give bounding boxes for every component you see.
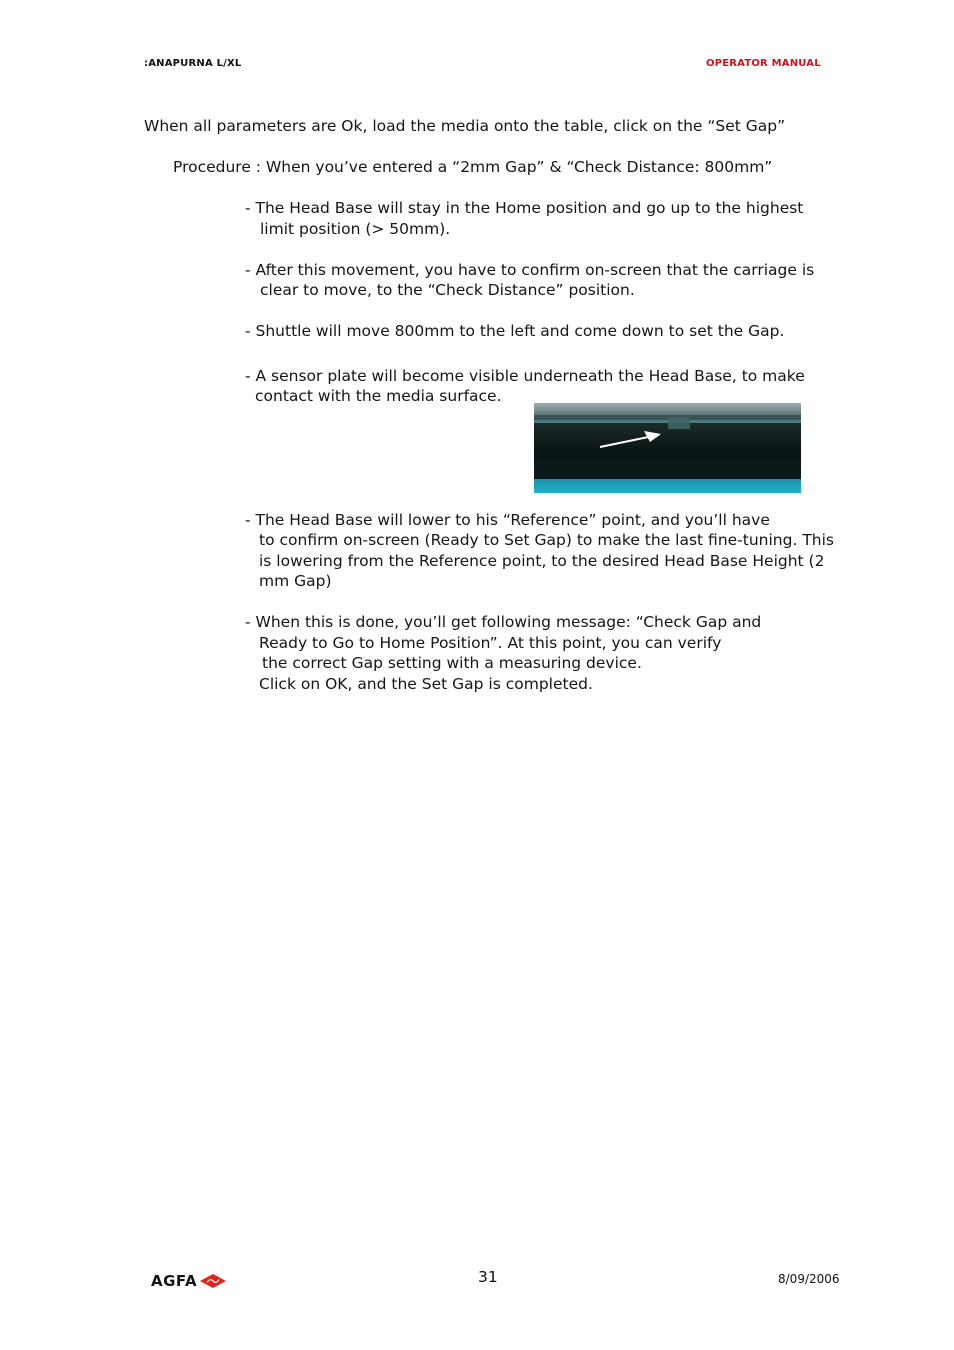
step-4-line-2: contact with the media surface.	[255, 387, 502, 405]
agfa-logo-text: AGFA	[151, 1272, 198, 1290]
step-1-line-1: - The Head Base will stay in the Home position and go up to the highest	[245, 199, 804, 217]
agfa-logo	[151, 1271, 226, 1291]
header-product: :ANAPURNA L/XL	[144, 58, 242, 69]
sensor-plate-photo	[534, 403, 801, 493]
step-1-line-2: limit position (> 50mm).	[260, 220, 451, 238]
step-5-line-2: to confirm on-screen (Ready to Set Gap) to make the last fine-tuning. This	[259, 531, 834, 549]
step-5-line-3: is lowering from the Reference point, to the desired Head Base Height (2	[259, 552, 825, 570]
step-6-line-4: Click on OK, and the Set Gap is completed.	[259, 675, 593, 693]
step-2-line-1: - After this movement, you have to confirm on-screen that the carriage is	[245, 261, 815, 279]
header-doc-type: OPERATOR MANUAL	[706, 58, 821, 69]
step-2-line-2: clear to move, to the “Check Distance” position.	[260, 281, 635, 299]
step-4-line-1: - A sensor plate will become visible underneath the Head Base, to make	[245, 367, 805, 385]
step-6-line-2: Ready to Go to Home Position”. At this point, you can verify	[259, 634, 722, 652]
step-3-line-1: - Shuttle will move 800mm to the left and come down to set the Gap.	[245, 322, 785, 340]
step-6-line-1: - When this is done, you’ll get following message: “Check Gap and	[245, 613, 762, 631]
intro-text: When all parameters are Ok, load the media onto the table, click on the “Set Gap”	[144, 117, 786, 135]
procedure-text: Procedure : When you’ve entered a “2mm Gap” & “Check Distance: 800mm”	[173, 158, 773, 176]
step-5-line-4: mm Gap)	[259, 572, 332, 590]
page-number: 31	[478, 1268, 498, 1286]
step-5-line-1: - The Head Base will lower to his “Reference” point, and you’ll have	[245, 511, 770, 529]
agfa-rhombus-icon	[200, 1274, 226, 1288]
step-6-line-3: the correct Gap setting with a measuring device.	[262, 654, 642, 672]
footer-date: 8/09/2006	[778, 1272, 840, 1286]
